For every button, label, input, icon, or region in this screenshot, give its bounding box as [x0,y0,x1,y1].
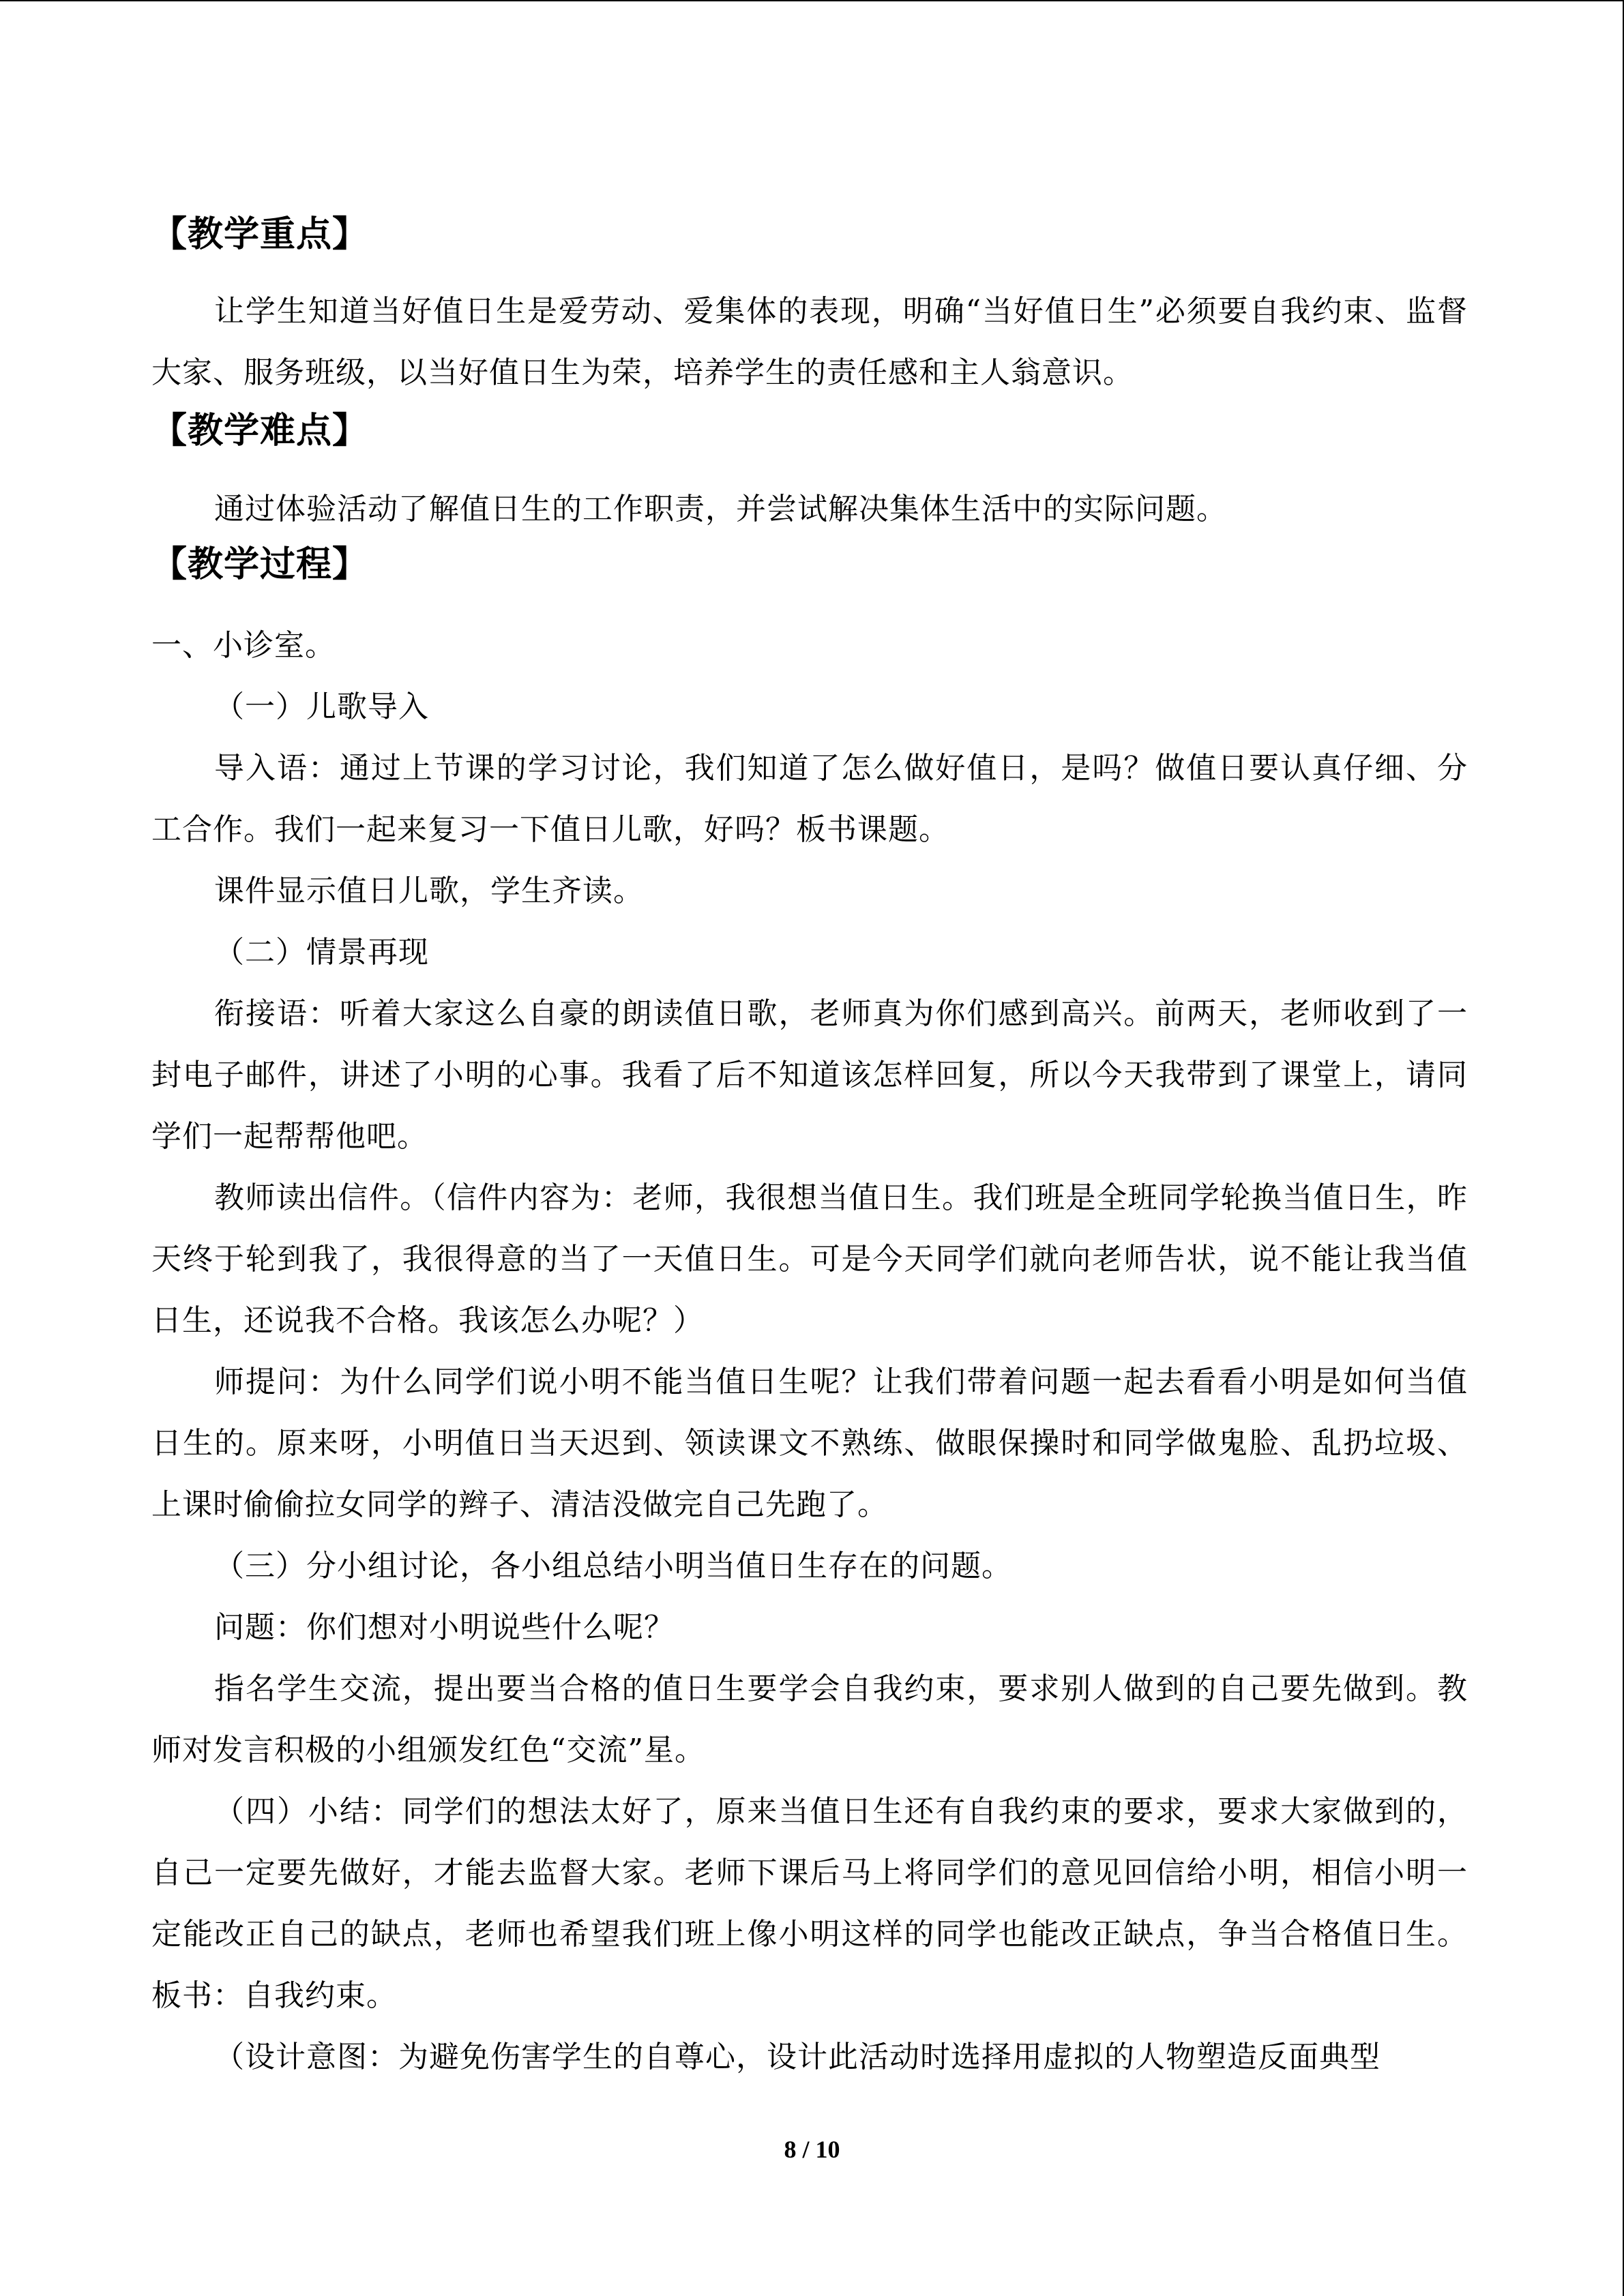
process-paragraph-intro: 导入语：通过上节课的学习讨论，我们知道了怎么做好值日，是吗？做值日要认真仔细、分工合作。我们一起来复习一下值日儿歌，好吗？板书课题。 [151,751,1468,847]
paragraph-teaching-focus: 让学生知道当好值日生是爱劳动、爱集体的表现，明确“当好值日生”必须要自我约束、监督大家、服务班级，以当好值日生为荣，培养学生的责任感和主人翁意识。 [151,294,1468,390]
process-subheading-3: （三）分小组讨论，各小组总结小明当值日生存在的问题。 [214,1549,1012,1583]
process-paragraph-letter: 教师读出信件。（信件内容为：老师，我很想当值日生。我们班是全班同学轮换当值日生，昨天终于轮到我了，我很得意的当了一天值日生。可是今天同学们就向老师告状，说不能让我当值日生，还说我不合格。我该怎么办呢？） [151,1180,1468,1338]
process-paragraph-design-intent: （设计意图：为避免伤害学生的自尊心，设计此活动时选择用虚拟的人物塑造反面典型 [214,2040,1381,2074]
process-paragraph-question: 师提问：为什么同学们说小明不能当值日生呢？让我们带着问题一起去看看小明是如何当值日生的。原来呀，小明值日当天迟到、领读课文不熟练、做眼保操时和同学做鬼脸、乱扔垃圾、上课时偷偷拉女同学的辫子、清洁没做完自己先跑了。 [151,1365,1468,1522]
process-section-1: 一、小诊室。 [151,628,336,663]
process-paragraph-exchange: 指名学生交流，提出要当合格的值日生要学会自我约束，要求别人做到的自己要先做到。教师对发言积极的小组颁发红色“交流”星。 [151,1671,1468,1768]
process-paragraph-problem: 问题：你们想对小明说些什么呢？ [214,1610,675,1645]
heading-teaching-focus: 【教学重点】 [151,214,369,255]
page-content [151,214,1468,2088]
heading-teaching-difficulty: 【教学难点】 [151,411,369,451]
process-subheading-1: （一）儿歌导入 [214,689,429,724]
heading-teaching-process: 【教学过程】 [151,544,369,585]
page-number: 8 / 10 [784,2136,840,2163]
process-paragraph-courseware: 课件显示值日儿歌，学生齐读。 [214,874,644,908]
process-subheading-2: （二）情景再现 [214,935,429,970]
paragraph-teaching-difficulty: 通过体验活动了解值日生的工作职责，并尝试解决集体生活中的实际问题。 [214,492,1227,526]
process-paragraph-summary: （四）小结：同学们的想法太好了，原来当值日生还有自我约束的要求，要求大家做到的，自己一定要先做好，才能去监督大家。老师下课后马上将同学们的意见回信给小明，相信小明一定能改正自己的缺点，老师也希望我们班上像小明这样的同学也能改正缺点，争当合格值日生。板书：自我约束。 [151,1794,1468,2013]
process-paragraph-transition: 衔接语：听着大家这么自豪的朗读值日歌，老师真为你们感到高兴。前两天，老师收到了一封电子邮件，讲述了小明的心事。我看了后不知道该怎样回复，所以今天我带到了课堂上，请同学们一起帮帮他吧。 [151,996,1468,1154]
